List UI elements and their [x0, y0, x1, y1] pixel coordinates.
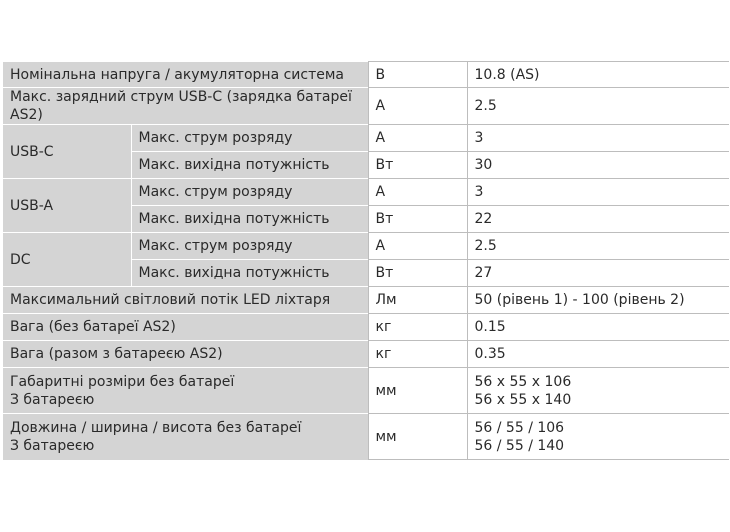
- row-unit: кг: [368, 314, 467, 341]
- row-value: 0.35: [467, 341, 729, 368]
- row-value: 3: [467, 125, 729, 152]
- row-label: [3, 368, 368, 414]
- row-value: [467, 414, 729, 460]
- row-label: Вага (разом з батареєю AS2): [3, 341, 368, 368]
- row-label: [3, 414, 368, 460]
- table-row: [3, 125, 729, 152]
- row-value-line: 56 x 55 x 140: [474, 391, 572, 408]
- row-value: 0.15: [467, 314, 729, 341]
- row-unit: Вт: [368, 152, 467, 179]
- table-row: [3, 368, 729, 414]
- row-unit: Лм: [368, 287, 467, 314]
- row-label: Макс. струм розряду: [131, 233, 368, 260]
- row-value: 30: [467, 152, 729, 179]
- row-value: 50 (рівень 1) - 100 (рівень 2): [467, 287, 729, 314]
- table-row: [3, 414, 729, 460]
- group-label-dc: DC: [3, 233, 131, 287]
- row-value: 22: [467, 206, 729, 233]
- row-label: Макс. вихідна потужність: [131, 260, 368, 287]
- row-unit: A: [368, 233, 467, 260]
- row-value: [467, 368, 729, 414]
- group-label-usb-a: USB-A: [3, 179, 131, 233]
- row-unit: кг: [368, 341, 467, 368]
- table-row: [3, 62, 729, 88]
- table-row: [3, 341, 729, 368]
- row-label-line: Довжина / ширина / висота без батареї: [10, 419, 302, 436]
- row-unit: мм: [368, 414, 467, 460]
- row-value-line: 56 / 55 / 106: [474, 419, 565, 436]
- row-unit: A: [368, 179, 467, 206]
- row-label: Макс. струм розряду: [131, 179, 368, 206]
- row-label-line: Габаритні розміри без батареї: [10, 373, 235, 390]
- row-unit: В: [368, 62, 467, 88]
- row-label: Макс. струм розряду: [131, 125, 368, 152]
- row-value: 10.8 (AS): [467, 62, 729, 88]
- row-value: 2.5: [467, 233, 729, 260]
- row-value: 3: [467, 179, 729, 206]
- row-label-line: З батареєю: [10, 437, 95, 454]
- group-label-usb-c: USB-C: [3, 125, 131, 179]
- row-unit: A: [368, 88, 467, 125]
- row-value: 27: [467, 260, 729, 287]
- table-row: [3, 314, 729, 341]
- row-value-line: 56 / 55 / 140: [474, 437, 565, 454]
- row-unit: Вт: [368, 260, 467, 287]
- row-label-line: З батареєю: [10, 391, 95, 408]
- spec-table: [3, 61, 729, 460]
- row-label: Макс. вихідна потужність: [131, 206, 368, 233]
- table-row: [3, 233, 729, 260]
- row-value: 2.5: [467, 88, 729, 125]
- row-label: Макс. вихідна потужність: [131, 152, 368, 179]
- row-unit: Вт: [368, 206, 467, 233]
- table-row: [3, 179, 729, 206]
- row-label: Вага (без батареї AS2): [3, 314, 368, 341]
- table-row: [3, 287, 729, 314]
- row-label: Максимальний світловий потік LED ліхтаря: [3, 287, 368, 314]
- row-label: Номінальна напруга / акумуляторна система: [3, 62, 368, 88]
- row-unit: мм: [368, 368, 467, 414]
- row-label: Макс. зарядний струм USB-C (зарядка батареї AS2): [3, 88, 368, 125]
- row-value-line: 56 x 55 x 106: [474, 373, 572, 390]
- row-unit: A: [368, 125, 467, 152]
- table-row: [3, 88, 729, 125]
